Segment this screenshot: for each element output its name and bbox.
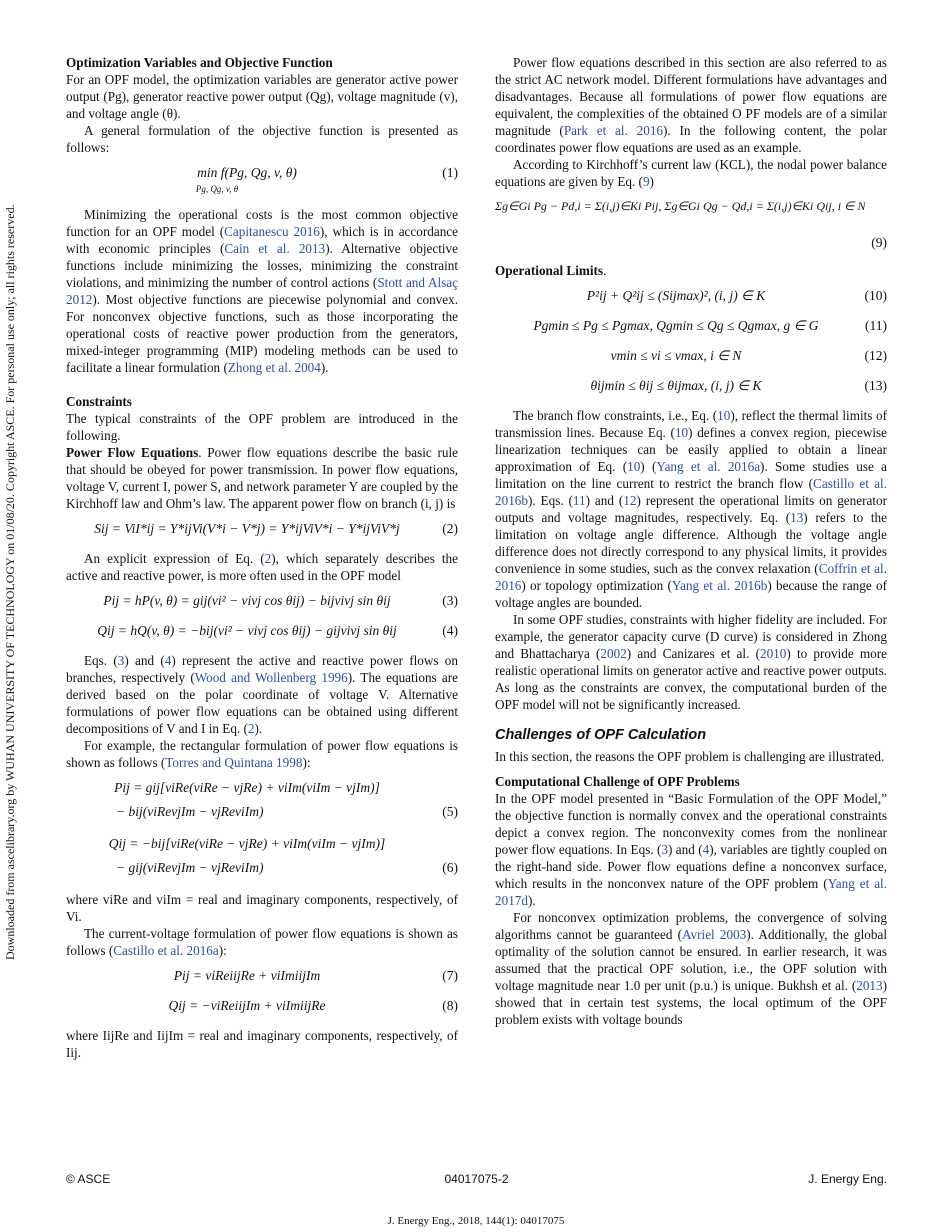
ref-eq-12[interactable]: 12 [623,493,637,508]
ref-zhong-2002[interactable]: 2002 [600,646,627,661]
left-column [66,54,458,1061]
paragraph-objective-intro: A general formulation of the objective function is presented as follows: [66,123,458,155]
equation-9: Σg∈Gi Pg − Pd,i = Σ(i,j)∈Ki Pij, Σg∈Gi Qg − Qd,i = Σ(i,j)∈Ki Qij, i ∈ N (9) [495,199,887,250]
equation-12: vmin ≤ vi ≤ vmax, i ∈ N (12) [610,348,887,363]
equation-10: P²ij + Q²ij ≤ (Sijmax)², (i, j) ∈ K (10) [586,288,887,303]
equation-1-subscript: Pg, Qg, v, θ [195,184,239,194]
paragraph-challenges: In this section, the reasons the OPF problem is challenging are illustrated. [495,749,885,764]
paragraph-operational-limits: Operational Limits. [495,263,607,278]
paragraph-current-voltage: The current-voltage formulation of power flow equations is shown as follows (Castillo et al. 2016a): [66,926,458,958]
ref-eq-11[interactable]: 11 [572,493,586,508]
paragraph-where-2: where IijRe and IijIm = real and imaginary components, respectively, of Iij. [66,1028,458,1060]
ref-zhong-2004[interactable]: Zhong et al. 2004 [227,360,321,375]
ref-torres-quintana-1998[interactable]: Torres and Quintana 1998 [165,755,303,770]
ref-eq-9[interactable]: 9 [642,174,650,189]
footer-journal: J. Energy Eng. [808,1172,887,1186]
ref-castillo-2016a[interactable]: Castillo et al. 2016a [113,943,219,958]
equation-2: Sij = ViI*ij = Y*ijVi(V*i − V*j) = Y*ijViV*i − Y*ijViV*j (2) [94,521,458,536]
paragraph-power-flow: Power Flow Equations. Power flow equations describe the basic rule that should be obeyed for power transmission. In power flow equations, voltage V, current I, power S, and network parameter Y are coupled by the Kirchhoff law and Ohm’s law. The apparent power flow on branch (i, j) is [66,445,459,511]
paragraph-nonconvex: For nonconvex optimization problems, the convergence of solving algorithms cannot be guaranteed (Avriel 2003). Additionally, the global optimality of the solution cannot be ensured. In earlier research, it was assumed that the practical OPF solution, i.e., the OPF solution with voltage magnitude near 1.0 per unit (p.u.) is unique. Bukhsh et al. (2013) showed that in certain test systems, the local optimum of the OPF problem exists with voltage bounds [495,910,887,1027]
ref-cain-2013[interactable]: Cain et al. 2013 [224,241,326,256]
ref-park-2016[interactable]: Park et al. 2016 [563,123,664,138]
download-notice: Downloaded from ascelibrary.org by WUHAN UNIVERSITY OF TECHNOLOGY on 01/08/20. Copyright ASCE. For personal use only; all rights reserved. [3,204,17,960]
heading-computational-challenge: Computational Challenge of OPF Problems [495,774,740,789]
download-notice-sidebar [0,0,20,1232]
equation-3: Pij = hP(v, θ) = gij(vi² − vivj cos θij) − bijvivj sin θij (3) [103,593,458,608]
ref-bukhsh-2013[interactable]: 2013 [856,978,883,993]
ref-castillo-2016b[interactable]: Castillo et al. 2016b [495,476,887,508]
ref-canizares-2010[interactable]: 2010 [759,646,787,661]
heading-challenges: Challenges of OPF Calculation [495,727,707,743]
page-footer [66,1172,887,1188]
paragraph-minimizing: Minimizing the operational costs is the most common objective function for an OPF model (Capitanescu 2016), which is in accordance with economic principles (Cain et al. 2013). Alternative objective functions include minimizing the losses, minimizing the constraint violations, and minimizing the number of control actions (Stott and Alsaç 2012). Most objective functions are piecewise polynomial and convex. For nonconvex objective functions, such as those incorporating the operational costs of reactive power production from the generators, mixed-integer programming (MIP) modeling methods can be used to facilitate a linear formulation (Zhong et al. 2004). [66,207,459,375]
paragraph-opt-vars: For an OPF model, the optimization variables are generator active power output (Pg), generator reactive power output (Qg), voltage magnitude (v), and voltage angle (θ). [66,72,458,121]
ref-avriel-2003[interactable]: Avriel 2003 [682,927,747,942]
equation-6: Qij = −bij[viRe(viRe − vjRe) + viIm(viIm − vjIm)] − gij(viRevjIm − vjReviIm) (6) [108,836,458,875]
footer-page-number: 04017075-2 [444,1172,509,1186]
ref-eq-3b[interactable]: 3 [661,842,669,857]
ref-eq-2b[interactable]: 2 [247,721,255,736]
equation-11: Pgmin ≤ Pg ≤ Pgmax, Qgmin ≤ Qg ≤ Qgmax, g ∈ G (11) [533,318,887,333]
ref-wood-wollenberg-1996[interactable]: Wood and Wollenberg 1996 [194,670,348,685]
ref-eq-4b[interactable]: 4 [702,842,710,857]
equation-13: θijmin ≤ θij ≤ θijmax, (i, j) ∈ K (13) [590,378,887,393]
paragraph-higher-fidelity: In some OPF studies, constraints with higher fidelity are included. For example, the generator capacity curve (D curve) is considered in Zhong and Bhattacharya (2002) and Canizares et al. (2010) to provide more realistic operational limits on generator active and reactive power outputs. As long as the constraints are convex, the computational burden of the OPF model will not be significantly increased. [495,612,888,712]
ref-stott-alsac-2012[interactable]: Stott and Alsaç 2012 [66,275,459,307]
equation-8: Qij = −viReiijIm + viImiijRe (8) [168,998,458,1013]
footer-copyright: © ASCE [66,1172,111,1186]
citation-line: J. Energy Eng., 2018, 144(1): 04017075 [387,1215,565,1227]
paragraph-constraints: The typical constraints of the OPF problem are introduced in the following. [66,411,458,443]
ref-yang-2016a[interactable]: Yang et al. 2016a [656,459,761,474]
ref-yang-2017d[interactable]: Yang et al. 2017d [495,876,888,908]
right-column [495,54,887,1028]
equation-1 [66,164,458,198]
heading-optimization-variables: Optimization Variables and Objective Function [66,55,333,70]
paragraph-branch-flow: The branch flow constraints, i.e., Eq. (10), reflect the thermal limits of transmission lines. Because Eq. (10) defines a convex region, piecewise linearization techniques can be easily applied to obtain a linear approximation of Eq. (10) (Yang et al. 2016a). Some studies use a limitation on the line current to restrict the branch flow (Castillo et al. 2016b). Eqs. (11) and (12) represent the operational limits on generator outputs and voltage magnitudes, respectively. Eq. (13) refers to the limitation on voltage angle difference. Although the voltage angle difference does not directly correspond to any physical limits, it provides convenience in some studies, such as the convex relaxation (Coffrin et al. 2016) or topology optimization (Yang et al. 2016b) because the range of voltage angles are bounded. [495,408,888,610]
heading-operational-limits: Operational Limits [495,263,604,278]
ref-eq-10c[interactable]: 10 [627,459,641,474]
ref-eq-3[interactable]: 3 [117,653,125,668]
paragraph-strict-ac: Power flow equations described in this section are also referred to as the strict AC network model. Different formulations have advantages and disadvantages. Because all formulations of power flow equations are equivalent, the complexities of the obtained O PF models are of a similar magnitude (Park et al. 2016). In the following content, the polar coordinates power flow equations are used as an example. [495,55,887,155]
paragraph-eqs-3-4: Eqs. (3) and (4) represent the active and reactive power flows on branches, respectively (Wood and Wollenberg 1996). The equations are derived based on the polar coordinate of voltage V. Alternative formulations of power flow equations can be obtained using different decompositions of V and I in Eq. (2). [66,653,459,736]
paragraph-explicit: An explicit expression of Eq. (2), which separately describes the active and reactive power, is more often used in the OPF model [66,551,458,583]
ref-eq-13[interactable]: 13 [790,510,804,525]
equation-4: Qij = hQ(v, θ) = −bij(vi² − vivj cos θij) − gijvivj sin θij (4) [97,623,458,638]
ref-eq-4[interactable]: 4 [164,653,172,668]
ref-capitanescu-2016[interactable]: Capitanescu 2016 [224,224,320,239]
ref-coffrin-2016[interactable]: Coffrin et al. 2016 [495,561,888,593]
heading-power-flow-equations: Power Flow Equations [66,445,199,460]
paragraph-kcl: According to Kirchhoff’s current law (KCL), the nodal power balance equations are given by Eq. (9) [495,157,887,189]
paragraph-where-1: where viRe and viIm = real and imaginary components, respectively, of Vi. [66,892,458,924]
ref-yang-2016b[interactable]: Yang et al. 2016b [671,578,768,593]
heading-constraints: Constraints [66,394,132,409]
equation-7: Pij = viReiijRe + viImiijIm (7) [173,968,458,983]
equation-1-expr: min f(Pg, Qg, v, θ) [197,165,297,180]
ref-eq-10b[interactable]: 10 [674,425,689,440]
equation-5: Pij = gij[viRe(viRe − vjRe) + viIm(viIm − vjIm)] − bij(viRevjIm − vjReviIm) (5) [114,780,458,819]
paragraph-rectangular: For example, the rectangular formulation of power flow equations is shown as follows (Torres and Quintana 1998): [66,738,458,770]
paragraph-computational: In the OPF model presented in “Basic Formulation of the OPF Model,” the objective function is normally convex and the operational constraints depict a convex region. The nonconvexity comes from the nonlinear power flow equations. In Eqs. (3) and (4), variables are tightly coupled on the right-hand side. Power flow equations define a nonconvex surface, which results in the nonconvex nature of the OPF problem (Yang et al. 2017d). [495,791,888,908]
equation-1-number: (1) [442,165,458,180]
ref-eq-10[interactable]: 10 [717,408,731,423]
ref-eq-2[interactable]: 2 [264,551,272,566]
